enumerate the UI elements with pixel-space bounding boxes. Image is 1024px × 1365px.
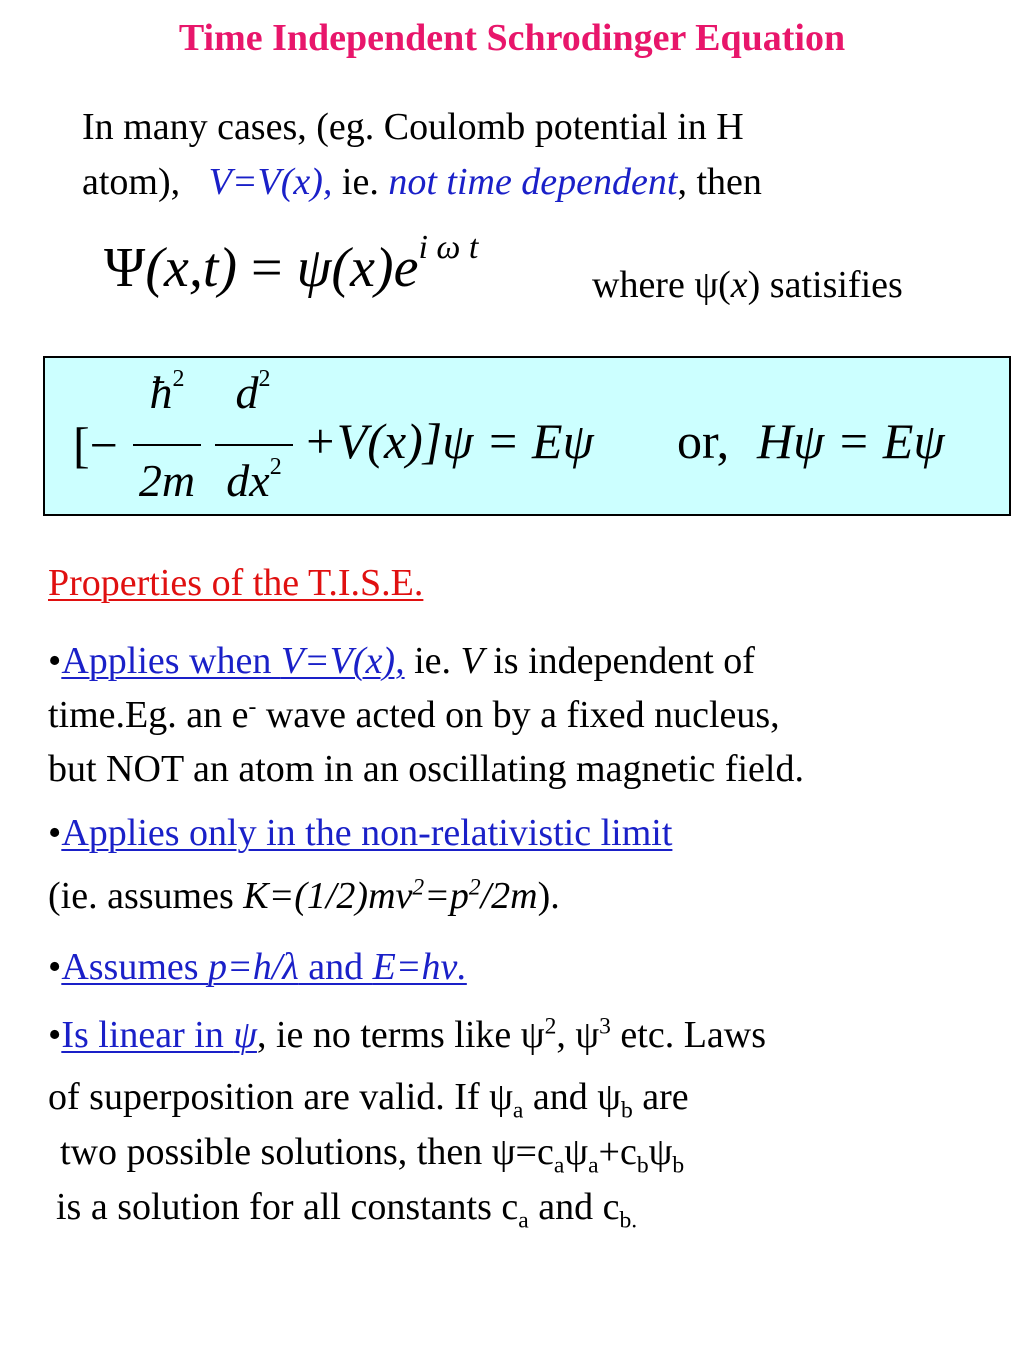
electron-charge: - xyxy=(248,693,257,720)
psi-1: ψ xyxy=(442,413,474,469)
are-text: are xyxy=(632,1076,689,1118)
kinetic-energy: K=(1/2)mv xyxy=(243,875,413,917)
where-clause xyxy=(592,266,903,304)
independent-text: is independent of xyxy=(483,640,755,682)
and-word: and xyxy=(298,946,373,988)
bullet-2-line-2 xyxy=(48,874,560,917)
laws-text: etc. Laws xyxy=(610,1014,767,1056)
left-bracket: [− xyxy=(73,417,118,473)
equals-sign: = xyxy=(251,237,283,299)
hbar-squared xyxy=(135,366,199,419)
p-term: =p xyxy=(424,875,469,917)
x-bracket: (x)] xyxy=(367,413,443,469)
assumes-word: Assumes xyxy=(61,946,209,988)
bullet-2-line-1 xyxy=(48,814,672,852)
d-symbol: d xyxy=(235,367,259,418)
equals-e-2: = E xyxy=(836,413,914,469)
non-relativistic-link: Applies only in the non-relativistic limit xyxy=(61,812,673,854)
hbar-exponent: 2 xyxy=(172,365,185,392)
capital-psi: Ψ xyxy=(104,237,146,299)
electron-text: time.Eg. an e xyxy=(48,694,249,736)
linear-text: Is linear in xyxy=(61,1014,234,1056)
psi-2: ψ xyxy=(562,413,594,469)
hamiltonian-h: H xyxy=(757,413,794,469)
solutions-text: two possible solutions, then ψ=c xyxy=(60,1131,554,1173)
no-terms-text: , ie no terms like ψ xyxy=(256,1014,545,1056)
applies-when-text: Applies when xyxy=(61,640,281,682)
bullet-3 xyxy=(48,948,467,986)
bullet-dot: • xyxy=(48,946,62,988)
x-arg: (x) xyxy=(331,237,394,299)
sub: b xyxy=(672,1152,685,1179)
two-m: 2m xyxy=(138,455,196,506)
bullet-dot: • xyxy=(48,640,62,682)
intro-line-2 xyxy=(82,163,762,201)
where-text: where ψ( xyxy=(592,264,731,306)
linear-link xyxy=(61,1014,257,1056)
dx-symbol: dx xyxy=(226,455,270,506)
exp-3: 3 xyxy=(599,1013,611,1040)
dx-exponent: 2 xyxy=(269,453,282,480)
sub-b: b xyxy=(621,1097,633,1124)
and-psi: and ψ xyxy=(523,1076,621,1118)
p-exponent: 2 xyxy=(468,874,481,901)
bullet-4-line-2 xyxy=(48,1076,689,1124)
fixed-nucleus-text: wave acted on by a fixed nucleus, xyxy=(256,694,780,736)
potential-expression: V=V(x), xyxy=(208,161,333,203)
exp-base: e xyxy=(393,237,419,299)
planck-relation: E=hν. xyxy=(372,946,467,988)
hamiltonian-eq xyxy=(757,412,945,470)
ie-text: ie. xyxy=(341,161,379,203)
assumes-text: (ie. assumes xyxy=(48,875,244,917)
bullet-4-line-3 xyxy=(60,1131,685,1179)
bullet-dot: • xyxy=(48,812,62,854)
equals-e-1: = E xyxy=(485,413,563,469)
closing-paren: ). xyxy=(537,875,560,917)
psi: ψ xyxy=(648,1131,673,1173)
intro-line-1: In many cases, (eg. Coulomb potential in H xyxy=(82,106,744,148)
fraction-bar-1 xyxy=(133,444,201,446)
psi-args: (x,t) xyxy=(145,237,238,299)
sub: b xyxy=(636,1152,649,1179)
plus-v: +V xyxy=(303,413,368,469)
bullet-dot: • xyxy=(48,1014,62,1056)
bullet-4-line-4 xyxy=(56,1186,638,1234)
sub: a xyxy=(518,1207,529,1234)
psi-3: ψ xyxy=(793,413,825,469)
over-2m: /2m xyxy=(480,875,538,917)
psi-4: ψ xyxy=(913,413,945,469)
applies-when-link xyxy=(61,640,404,682)
properties-heading: Properties of the T.I.S.E. xyxy=(48,562,424,604)
sub-a: a xyxy=(512,1097,524,1124)
intro-text: atom), xyxy=(82,161,181,203)
tise-equation-box xyxy=(43,356,1011,516)
bullet-1-line-1 xyxy=(48,642,755,680)
where-x: x xyxy=(730,264,748,306)
assumes-link xyxy=(61,946,467,988)
bullet-1-line-2 xyxy=(48,693,780,736)
de-broglie: p=h/λ xyxy=(208,946,299,988)
then-text: , then xyxy=(677,161,762,203)
ie-text-b1: ie. xyxy=(404,640,461,682)
wavefunction-equation xyxy=(104,229,479,300)
linear-psi: ψ xyxy=(233,1014,257,1056)
exp-2: 2 xyxy=(544,1013,557,1040)
v-exponent: 2 xyxy=(412,874,425,901)
v-symbol: V xyxy=(460,640,484,682)
psi: ψ xyxy=(564,1131,589,1173)
v-eq-vx: V=V(x), xyxy=(280,640,405,682)
fraction-bar-2 xyxy=(215,444,293,446)
d-exponent: 2 xyxy=(258,365,271,392)
bullet-1-line-3: but NOT an atom in an oscillating magnetic field. xyxy=(48,748,804,790)
sub: a xyxy=(553,1152,565,1179)
or-text: or, xyxy=(677,413,730,469)
d-squared xyxy=(213,366,293,419)
where-end: ) satisifies xyxy=(747,264,903,306)
page-title: Time Independent Schrodinger Equation xyxy=(178,17,846,59)
small-psi: ψ xyxy=(296,237,332,299)
exponent: i ω t xyxy=(418,229,479,266)
dx-squared xyxy=(211,454,297,507)
constants-text: is a solution for all constants c xyxy=(56,1186,519,1228)
sub: b. xyxy=(619,1207,638,1234)
hbar-symbol: ħ xyxy=(149,367,173,418)
and-c: and c xyxy=(528,1186,620,1228)
superposition-text: of superposition are valid. If ψ xyxy=(48,1076,513,1118)
psi-comma: , ψ xyxy=(556,1014,600,1056)
sub: a xyxy=(588,1152,599,1179)
not-time-dependent-text: not time dependent xyxy=(388,161,678,203)
plus-c: +c xyxy=(598,1131,637,1173)
tise-rest xyxy=(303,412,594,470)
bullet-4-line-1 xyxy=(48,1013,767,1056)
